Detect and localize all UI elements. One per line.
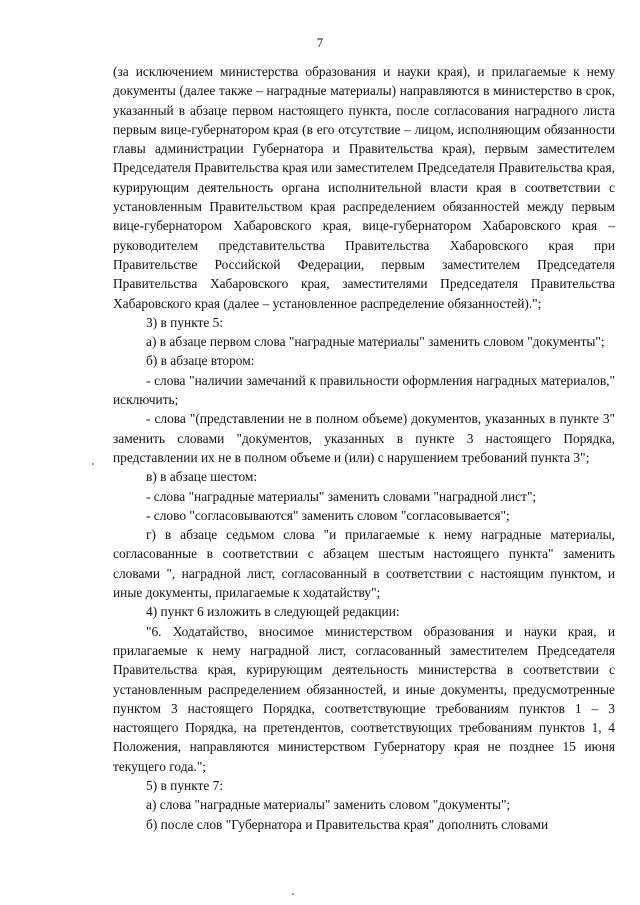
paragraph-item-3v: в) в абзаце шестом: (146, 469, 258, 485)
scan-speck (92, 463, 94, 465)
scan-speck (292, 893, 294, 895)
paragraph-item-3b-dash-2: - слова "(представлении не в полном объеме) документов, указанных в пункте 3" заменить словами "документов, указанных в пункте 3 настоящего Порядка, представлении их не в полном объеме и (или) с нарушением требований пункта 3"; (113, 411, 615, 465)
page-number: 7 (316, 35, 324, 50)
paragraph-item-3v-dash-2: - слово "согласовываются" заменить словом "согласовывается"; (146, 507, 510, 523)
paragraph-item-5: 5) в пункте 7: (146, 777, 224, 793)
paragraph-item-3b-dash-1: - слова "наличии замечаний к правильности оформления наградных материалов," исключить; (113, 372, 615, 408)
paragraph-item-3v-dash-1: - слова "наградные материалы" заменить словами "наградной лист"; (146, 488, 537, 504)
paragraph-item-3a: а) в абзаце первом слова "наградные материалы" заменить словом "документы"; (146, 334, 605, 350)
paragraph-item-5a: а) слова "наградные материалы" заменить словом "документы"; (146, 797, 511, 813)
paragraph-item-4-text: "6. Ходатайство, вносимое министерством образования и науки края, и прилагаемые к нему наградной лист, согласованный заместителем Председателя Правительства края, курирующим деятельность министерства в соответствии с установленным распределением обязанностей, и иные документы, предусмотренные пунктом 3 настоящего Порядка, соответствующие требованиям пунктов 1 – 3 настоящего Порядка, на претендентов, соответствующих требованиям пунктов 1, 4 Положения, направляются министерством Губернатору края не позднее 15 июня текущего года."; (113, 623, 615, 774)
paragraph-item-3b: б) в абзаце втором: (146, 353, 255, 369)
paragraph-item-3g: г) в абзаце седьмом слова "и прилагаемые к нему наградные материалы, согласованные в соответствии с абзацем шестым настоящего пункта" заменить словами ", наградной лист, согласованный в соответствии с настоящим пунктом, и иные документы, прилагаемые к ходатайству"; (113, 527, 615, 601)
paragraph-continuation: (за исключением министерства образования и науки края), и прилагаемые к нему документы (далее также – наградные материалы) направляются в министерство в срок, указанный в абзаце первом настоящего пункта, после согласования наградного листа первым вице-губернатором края (в его отсутствие – лицом, исполняющим обязанности главы администрации Губернатора и Правительства края), первым заместителем Председателя Правительства края или заместителем Председателя Правительства края, курирующим деятельность органа исполнительной власти края в соответствии с установленным Правительством края распределением обязанностей между первым вице-губернатором Хабаровского края, вице-губернатором Хабаровского края – руководителем представительства Правительства Хабаровского края при Правительстве Российской Федерации, первым заместителем Председателя Правительства Хабаровского края, заместителями Председателя Правительства Хабаровского края (далее – установленное распределение обязанностей)."; (113, 64, 615, 311)
paragraph-item-3: 3) в пункте 5: (146, 314, 224, 330)
document-body (113, 62, 615, 834)
paragraph-item-4: 4) пункт 6 изложить в следующей редакции: (146, 604, 400, 620)
paragraph-item-5b: б) после слов "Губернатора и Правительства края" дополнить словами (146, 816, 549, 832)
